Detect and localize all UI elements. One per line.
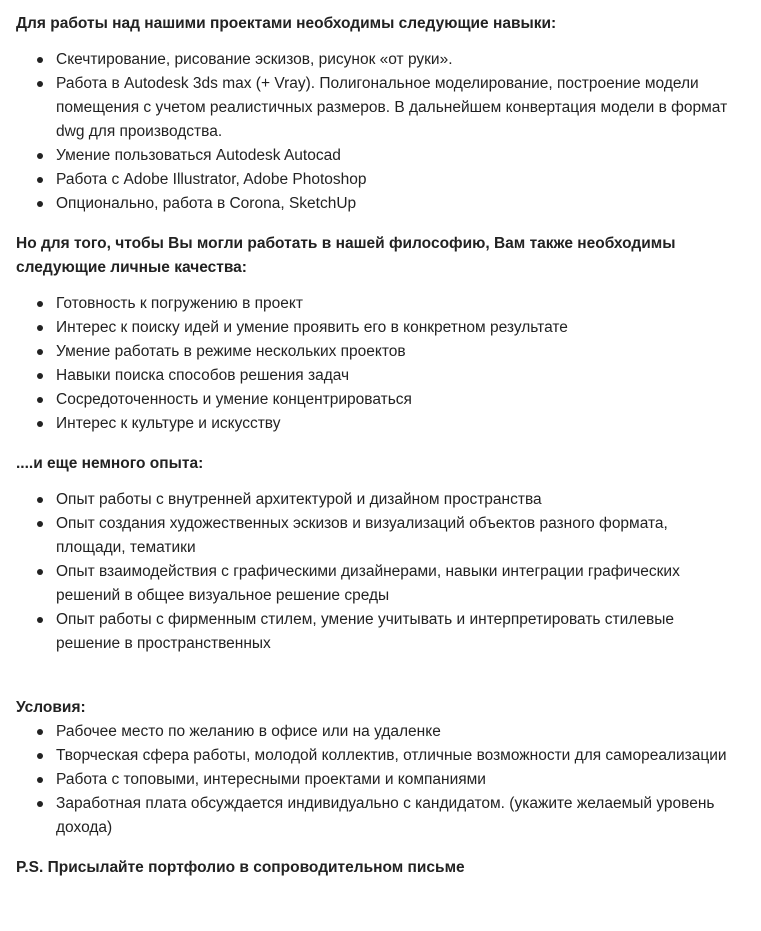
list-item: Сосредоточенность и умение концентрироваться bbox=[16, 388, 737, 412]
list-item: Интерес к поиску идей и умение проявить его в конкретном результате bbox=[16, 316, 737, 340]
list-item: Опыт работы с фирменным стилем, умение учитывать и интерпретировать стилевые решение в пространственных bbox=[16, 608, 737, 656]
qualities-list bbox=[16, 292, 737, 436]
list-item: Рабочее место по желанию в офисе или на удаленке bbox=[16, 720, 737, 744]
list-item: Работа с топовыми, интересными проектами и компаниями bbox=[16, 768, 737, 792]
list-item: Опыт работы с внутренней архитектурой и дизайном пространства bbox=[16, 488, 737, 512]
list-item: Умение работать в режиме нескольких проектов bbox=[16, 340, 737, 364]
list-item: Заработная плата обсуждается индивидуально с кандидатом. (укажите желаемый уровень дохода) bbox=[16, 792, 737, 840]
experience-list bbox=[16, 488, 737, 656]
list-item: Работа в Autodesk 3ds max (+ Vray). Полигональное моделирование, построение модели помещения с учетом реалистичных размеров. В дальнейшем конвертация модели в формат dwg для производства. bbox=[16, 72, 737, 144]
conditions-heading: Условия: bbox=[16, 699, 86, 716]
list-item: Умение пользоваться Autodesk Autocad bbox=[16, 144, 737, 168]
qualities-heading: Но для того, чтобы Вы могли работать в нашей философию, Вам также необходимы следующие личные качества: bbox=[16, 235, 676, 276]
list-item: Навыки поиска способов решения задач bbox=[16, 364, 737, 388]
list-item: Опционально, работа в Corona, SketchUp bbox=[16, 192, 737, 216]
skills-heading: Для работы над нашими проектами необходимы следующие навыки: bbox=[16, 15, 557, 32]
list-item: Готовность к погружению в проект bbox=[16, 292, 737, 316]
conditions-list bbox=[16, 720, 737, 840]
list-item: Опыт взаимодействия с графическими дизайнерами, навыки интеграции графических решений в общее визуальное решение среды bbox=[16, 560, 737, 608]
list-item: Опыт создания художественных эскизов и визуализаций объектов разного формата, площади, тематики bbox=[16, 512, 737, 560]
ps-note: P.S. Присылайте портфолио в сопроводительном письме bbox=[16, 859, 465, 876]
list-item: Интерес к культуре и искусству bbox=[16, 412, 737, 436]
list-item: Творческая сфера работы, молодой коллектив, отличные возможности для самореализации bbox=[16, 744, 737, 768]
experience-heading: ....и еще немного опыта: bbox=[16, 455, 204, 472]
list-item: Скечтирование, рисование эскизов, рисунок «от руки». bbox=[16, 48, 737, 72]
skills-list bbox=[16, 48, 737, 216]
list-item: Работа с Adobe Illustrator, Adobe Photoshop bbox=[16, 168, 737, 192]
